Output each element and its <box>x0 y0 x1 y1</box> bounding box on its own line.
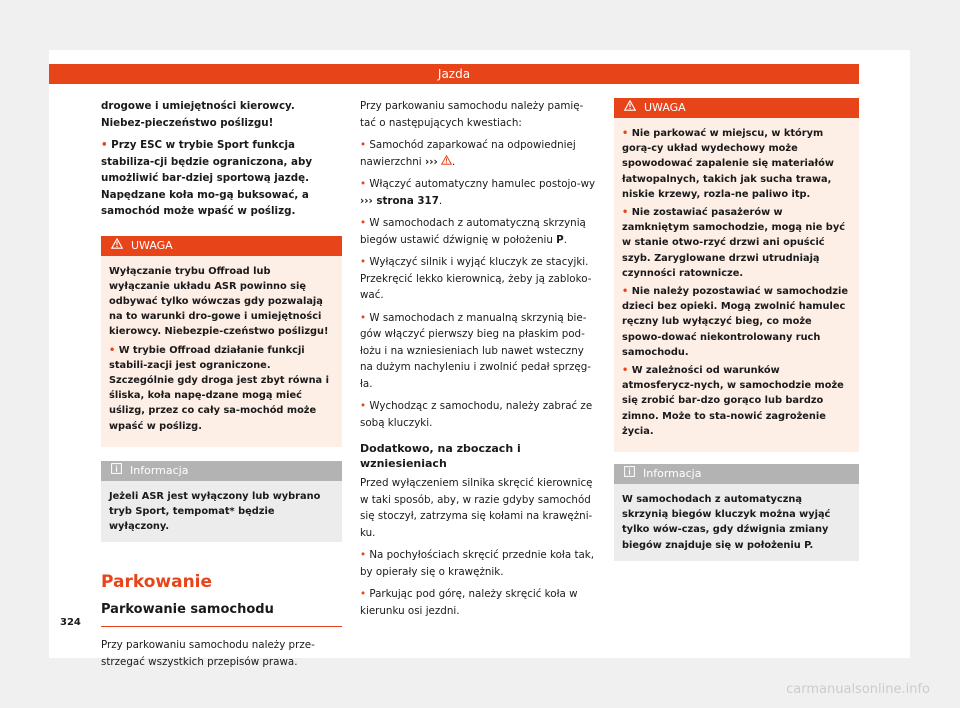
list-item: • W samochodach z automatyczną skrzynią biegów ustawić dźwignię w położeniu P. <box>360 217 586 246</box>
paragraph: drogowe i umiejętności kierowcy. Niebez-pieczeństwo poślizgu! <box>101 100 295 129</box>
warning-text: Wyłączanie trybu Offroad lub wyłączanie układu ASR powinno się odbywać tylko wówczas gdy pozwalają na to warunki dro-gowe i umiejętności kierowcy. Niebezpie-czeństwo poślizgu! <box>109 265 329 338</box>
info-text: W samochodach z automatyczną skrzynią biegów kluczyk można wyjąć tylko wów-czas, gdy dźwignia zmiany biegów znajduje się w położeniu P. <box>622 494 831 551</box>
bullet-icon: • <box>360 178 370 190</box>
info-text: Jeżeli ASR jest wyłączony lub wybrano tryb Sport, tempomat* będzie wyłączony. <box>109 490 321 533</box>
info-header <box>614 464 859 484</box>
warning-header <box>101 236 342 256</box>
info-title: Informacja <box>130 463 189 477</box>
section-title: Parkowanie <box>101 572 213 593</box>
bullet-icon: • <box>360 400 370 412</box>
bullet-icon: • <box>360 549 370 561</box>
page-link[interactable]: ››› strona 317 <box>360 194 439 207</box>
warning-triangle-icon <box>111 236 123 256</box>
column-middle <box>360 98 599 625</box>
column-right <box>614 98 859 561</box>
warning-box <box>614 98 859 452</box>
bullet-icon: • <box>360 588 370 600</box>
column-left <box>101 98 342 676</box>
bullet-icon: • <box>622 128 632 139</box>
bullet-icon: • <box>622 365 632 377</box>
warning-triangle-icon <box>624 98 636 118</box>
list-item: • Samochód zaparkować na odpowiedniej nawierzchni ››› . <box>360 139 576 168</box>
bullet-icon: • <box>109 344 119 356</box>
warning-header <box>614 98 859 118</box>
warning-triangle-icon <box>441 156 452 168</box>
bullet-icon: • <box>360 139 370 151</box>
list-item: • Wychodząc z samochodu, należy zabrać ze sobą kluczyki. <box>360 400 593 429</box>
page-number: 324 <box>60 617 81 628</box>
info-box <box>101 461 342 543</box>
watermark: carmanualsonline.info <box>786 682 930 697</box>
list-item: • Włączyć automatyczny hamulec postojo-wy ››› strona 317. <box>360 178 596 207</box>
paragraph: Przed wyłączeniem silnika skręcić kierownicę w taki sposób, aby, w razie gdyby samochód się stoczył, zatrzyma się kołami na krawężni-ku. <box>360 477 593 539</box>
bullet-icon: • <box>622 207 632 219</box>
list-item: • Nie zostawiać pasażerów w zamkniętym samochodzie, mogą nie być w stanie otwo-rzyć drzwi ani opuścić szyb. Zaryglowane drzwi utrudniają czynności ratownicze. <box>622 207 846 279</box>
page-header: Jazda <box>49 64 859 84</box>
list-item: • W trybie Offroad działanie funkcji stabili-zacji jest ograniczone. Szczególnie gdy droga jest zbyt równa i śliska, koła napę-dzane mogą mieć uślizg, przez co cały sa-mochód może wpaść w poślizg. <box>109 344 329 432</box>
bullet-icon: • <box>360 256 370 268</box>
divider <box>101 626 342 627</box>
paragraph: Przy parkowaniu samochodu należy prze-strzegać wszystkich przepisów prawa. <box>101 639 315 668</box>
warning-title: UWAGA <box>131 238 173 252</box>
list-item: • Wyłączyć silnik i wyjąć kluczyk ze stacyjki. Przekręcić lekko kierownicą, żeby ją zabloko-wać. <box>360 256 592 301</box>
bullet-icon: • <box>360 217 370 229</box>
list-item: • Nie parkować w miejscu, w którym gorą-cy układ wydechowy może spowodować zapalenie się materiałów łatwopalnych, takich jak sucha trawa, niskie krzewy, rozla-ne paliwo itp. <box>622 128 834 200</box>
list-item: • W zależności od warunków atmosferycz-nych, w samochodzie może się zrobić bar-dzo gorąco lub bardzo zimno. Może to sta-nowić zagrożenie życia. <box>622 365 844 437</box>
info-header <box>101 461 342 481</box>
bullet-icon: • <box>360 311 370 324</box>
info-box <box>614 464 859 561</box>
paragraph: Przy parkowaniu samochodu należy pamię-tać o następujących kwestiach: <box>360 100 584 129</box>
warning-box <box>101 236 342 447</box>
bullet-icon: • <box>101 139 112 151</box>
list-item: • W samochodach z manualną skrzynią bie-gów włączyć pierwszy bieg na płaskim pod-łożu i na wzniesieniach lub nawet wsteczny na dużym nachyleniu i zwolnić pedał sprzęg-ła. <box>360 311 591 390</box>
warning-title: UWAGA <box>644 101 686 114</box>
list-item: • Na pochyłościach skręcić przednie koła tak, by opierały się o krawężnik. <box>360 549 595 578</box>
subheading: Dodatkowo, na zboczach i wzniesieniach <box>360 442 521 470</box>
info-title: Informacja <box>643 467 702 481</box>
list-item: • Nie należy pozostawiać w samochodzie dzieci bez opieki. Mogą zwolnić hamulec ręczny lub wyłączyć bieg, co może spowo-dować niekontrolowany ruch samochodu. <box>622 286 848 358</box>
bullet-icon: • <box>622 286 632 298</box>
subsection-title: Parkowanie samochodu <box>101 602 274 618</box>
cross-reference[interactable]: ››› <box>424 155 438 168</box>
list-item: • Przy ESC w trybie Sport funkcja stabiliza-cji będzie ograniczona, aby umożliwić bar-dziej sportową jazdę. Napędzane koła mo-gą buksować, a samochód może wpaść w poślizg. <box>101 139 313 217</box>
list-item: • Parkując pod górę, należy skręcić koła w kierunku osi jezdni. <box>360 588 578 617</box>
info-icon <box>624 464 635 484</box>
info-icon <box>111 461 122 481</box>
